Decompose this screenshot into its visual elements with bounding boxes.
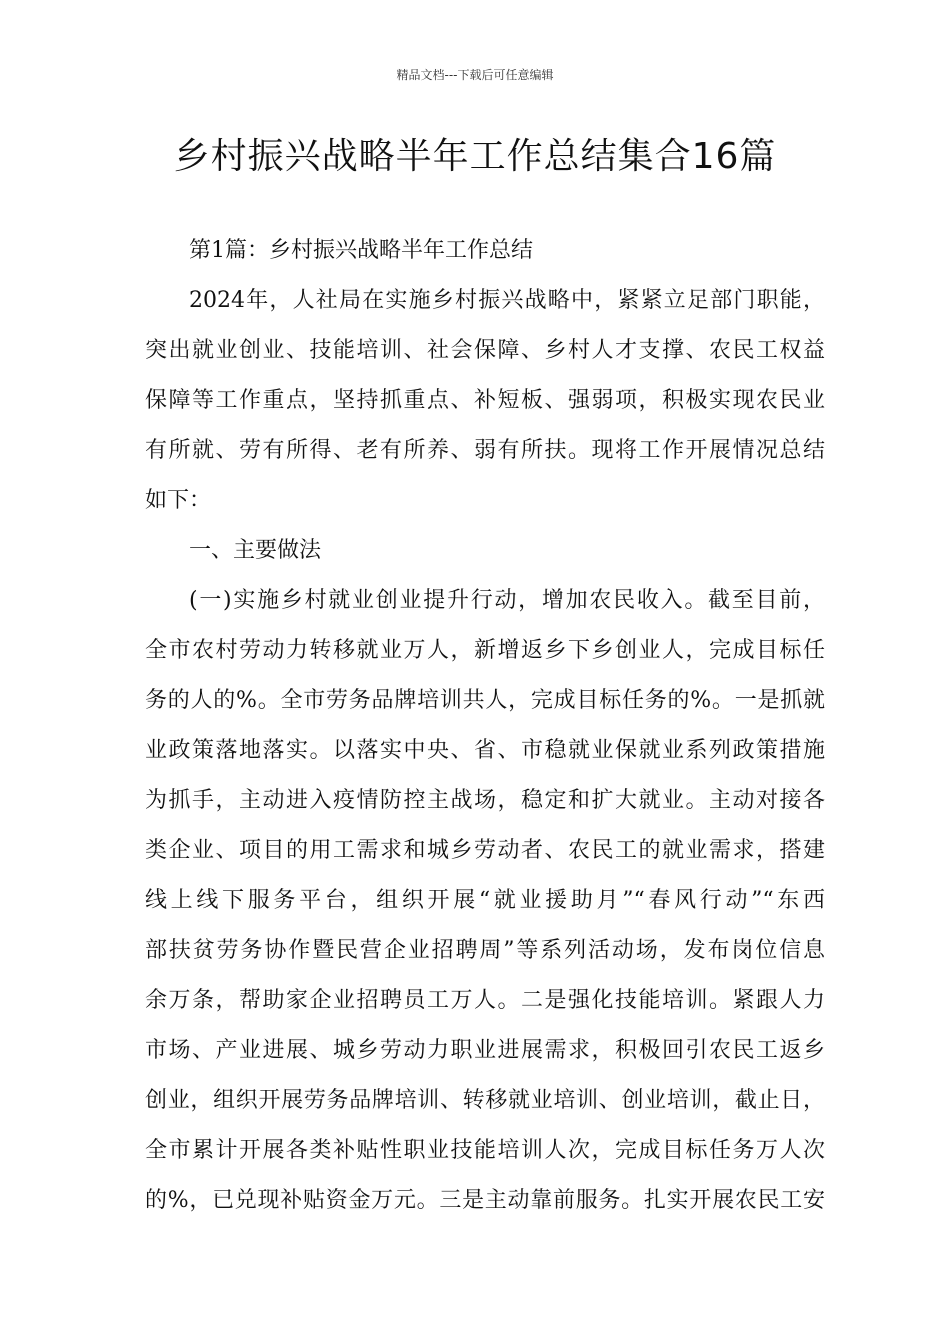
header-note: 精品文档---下载后可任意编辑 [396, 68, 554, 82]
document-body [145, 226, 825, 1226]
section-heading-text: 第1篇：乡村振兴战略半年工作总结 [189, 238, 533, 263]
paragraph-line: 部扶贫劳务协作暨民营企业招聘周”等系列活动场，发布岗位信息 [145, 938, 825, 963]
paragraph-line: (一)实施乡村就业创业提升行动，增加农民收入。截至目前， [189, 588, 825, 613]
paragraph-line: 业政策落地落实。以落实中央、省、市稳就业保就业系列政策措施 [145, 738, 825, 763]
paragraph-line: 余万条，帮助家企业招聘员工万人。二是强化技能培训。紧跟人力 [145, 988, 825, 1013]
paragraph-line: 有所就、劳有所得、老有所养、弱有所扶。现将工作开展情况总结 [145, 438, 825, 463]
paragraph-line: 务的人的%。全市劳务品牌培训共人，完成目标任务的%。一是抓就 [145, 688, 825, 713]
paragraph-line: 创业，组织开展劳务品牌培训、转移就业培训、创业培训，截止日， [145, 1088, 825, 1113]
paragraph-line: 全市农村劳动力转移就业万人，新增返乡下乡创业人，完成目标任 [145, 638, 825, 663]
document-title: 乡村振兴战略半年工作总结集合16篇 [173, 136, 777, 177]
subheading [145, 526, 825, 576]
paragraph-line: 市场、产业进展、城乡劳动力职业进展需求，积极回引农民工返乡 [145, 1038, 825, 1063]
paragraph-line: 突出就业创业、技能培训、社会保障、乡村人才支撑、农民工权益 [145, 338, 825, 363]
paragraph-line: 类企业、项目的用工需求和城乡劳动者、农民工的就业需求，搭建 [145, 838, 825, 863]
paragraph-line: 线上线下服务平台，组织开展“就业援助月”“春风行动”“东西 [145, 888, 825, 913]
paragraph-line: 全市累计开展各类补贴性职业技能培训人次，完成目标任务万人次 [145, 1138, 825, 1163]
section-heading [145, 226, 825, 276]
subheading-text: 一、主要做法 [189, 538, 322, 563]
intro-paragraph [145, 276, 825, 526]
paragraph-line: 为抓手，主动进入疫情防控主战场，稳定和扩大就业。主动对接各 [145, 788, 825, 813]
paragraph-line: 保障等工作重点，坚持抓重点、补短板、强弱项，积极实现农民业 [145, 388, 825, 413]
paragraph-line: 的%，已兑现补贴资金万元。三是主动靠前服务。扎实开展农民工安 [145, 1188, 825, 1213]
paragraph-line: 2024年，人社局在实施乡村振兴战略中，紧紧立足部门职能， [189, 288, 825, 313]
item1-paragraph [145, 576, 825, 1226]
paragraph-line: 如下： [145, 488, 212, 513]
